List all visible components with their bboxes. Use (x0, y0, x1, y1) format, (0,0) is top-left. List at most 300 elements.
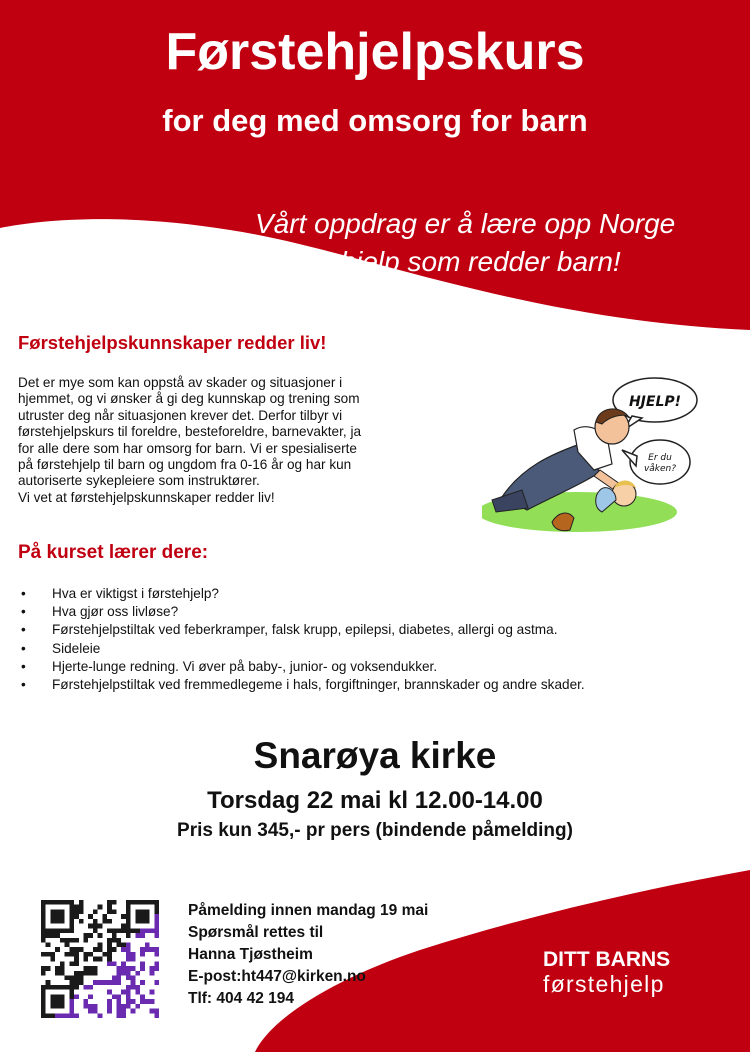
qr-module (55, 909, 60, 914)
qr-module (135, 990, 140, 995)
page-subtitle: for deg med omsorg for barn (162, 103, 588, 138)
qr-module (107, 938, 112, 943)
qr-module (98, 924, 103, 929)
qr-module (60, 909, 65, 914)
qr-module (65, 938, 70, 943)
qr-module (107, 999, 112, 1004)
qr-module (121, 947, 126, 952)
qr-module (65, 928, 70, 933)
qr-module (117, 1004, 122, 1009)
qr-module (88, 1004, 93, 1009)
qr-module (117, 994, 122, 999)
qr-module (46, 1013, 51, 1018)
qr-module (46, 942, 51, 947)
qr-module (121, 1013, 126, 1018)
qr-module (107, 952, 112, 957)
qr-module (83, 938, 88, 943)
qr-module (50, 1013, 55, 1018)
qr-module (131, 966, 136, 971)
qr-module (150, 999, 155, 1004)
questions-label: Spørsmål rettes til (188, 924, 324, 941)
qr-module (65, 985, 70, 990)
qr-module (55, 985, 60, 990)
qr-module (135, 900, 140, 905)
qr-module (88, 966, 93, 971)
qr-module (150, 971, 155, 976)
qr-module (60, 919, 65, 924)
qr-module (60, 966, 65, 971)
mission-line: Vårt oppdrag er å lære opp Norge (255, 208, 676, 239)
qr-module (74, 980, 79, 985)
qr-module (145, 919, 150, 924)
qr-module (135, 985, 140, 990)
qr-module (74, 976, 79, 981)
qr-module (107, 990, 112, 995)
qr-module (135, 933, 140, 938)
qr-module (140, 961, 145, 966)
intro-heading: Førstehjelpskunnskaper redder liv! (18, 332, 327, 353)
qr-module (88, 933, 93, 938)
qr-module (131, 928, 136, 933)
qr-module (60, 961, 65, 966)
qr-module (140, 999, 145, 1004)
qr-module (107, 942, 112, 947)
qr-module (79, 905, 84, 910)
qr-module (145, 909, 150, 914)
qr-module (112, 938, 117, 943)
qr-module (140, 980, 145, 985)
qr-module (55, 919, 60, 924)
qr-module (131, 1009, 136, 1014)
qr-module (69, 1009, 74, 1014)
qr-module (41, 919, 46, 924)
qr-module (107, 980, 112, 985)
bullet-icon: • (21, 604, 26, 620)
qr-module (69, 976, 74, 981)
qr-module (121, 1009, 126, 1014)
qr-module (74, 947, 79, 952)
qr-module (69, 938, 74, 943)
qr-module (41, 985, 46, 990)
qr-module (121, 990, 126, 995)
qr-module (41, 905, 46, 910)
qr-module (46, 900, 51, 905)
qr-module (126, 966, 131, 971)
qr-module (41, 914, 46, 919)
qr-module (150, 900, 155, 905)
qr-module (154, 919, 159, 924)
bubble-hjelp-text: HJELP! (628, 394, 682, 410)
qr-module (102, 980, 107, 985)
qr-module (107, 900, 112, 905)
qr-module (69, 909, 74, 914)
qr-module (50, 1004, 55, 1009)
qr-module (131, 976, 136, 981)
qr-module (41, 933, 46, 938)
qr-module (107, 909, 112, 914)
brand-line-1: DITT BARNS (543, 948, 671, 971)
qr-module (69, 999, 74, 1004)
qr-module (126, 924, 131, 929)
intro-line: hjemmet, og vi ønsker å gi deg kunnskap og trening som (18, 391, 360, 407)
qr-module (88, 985, 93, 990)
qr-module (93, 928, 98, 933)
qr-module (98, 933, 103, 938)
qr-module (140, 909, 145, 914)
qr-module (135, 1004, 140, 1009)
qr-module (126, 947, 131, 952)
qr-module (140, 994, 145, 999)
qr-module (126, 952, 131, 957)
qr-module (107, 961, 112, 966)
qr-module (140, 900, 145, 905)
qr-module (41, 952, 46, 957)
qr-module (135, 909, 140, 914)
qr-module (55, 1004, 60, 1009)
qr-module (50, 919, 55, 924)
qr-module (150, 966, 155, 971)
qr-module (140, 966, 145, 971)
contact-email[interactable]: E-post:ht447@kirken.no (188, 968, 366, 985)
qr-module (79, 976, 84, 981)
qr-module (154, 933, 159, 938)
qr-module (74, 957, 79, 962)
qr-module (126, 994, 131, 999)
qr-module (98, 980, 103, 985)
qr-module (65, 942, 70, 947)
bullet-icon: • (21, 622, 26, 638)
qr-module (88, 1009, 93, 1014)
intro-line: for alle dere som har omsorg for barn. Vi er spesialiserte (18, 440, 357, 456)
qr-module (145, 900, 150, 905)
qr-module (41, 938, 46, 943)
qr-module (69, 905, 74, 910)
qr-module (117, 928, 122, 933)
qr-module (131, 900, 136, 905)
qr-module (126, 957, 131, 962)
qr-module (69, 952, 74, 957)
qr-module (112, 947, 117, 952)
qr-module (126, 914, 131, 919)
qr-module (55, 994, 60, 999)
qr-module (79, 947, 84, 952)
qr-module (55, 966, 60, 971)
qr-module (121, 1004, 126, 1009)
qr-module (60, 928, 65, 933)
qr-module (88, 994, 93, 999)
qr-module (69, 928, 74, 933)
qr-module (41, 1013, 46, 1018)
qr-module (145, 914, 150, 919)
qr-module (150, 928, 155, 933)
qr-module (98, 1013, 103, 1018)
qr-module (126, 1004, 131, 1009)
qr-module (83, 952, 88, 957)
qr-module (117, 1013, 122, 1018)
qr-module (117, 999, 122, 1004)
qr-module (154, 1009, 159, 1014)
contact-info (188, 900, 428, 1010)
mission-statement (255, 205, 735, 281)
qr-module (41, 900, 46, 905)
qr-module (126, 971, 131, 976)
qr-module (74, 952, 79, 957)
qr-module (107, 947, 112, 952)
list-item-text: Førstehjelpstiltak ved feberkramper, falsk krupp, epilepsi, diabetes, allergi og astma. (52, 622, 558, 638)
qr-module (46, 966, 51, 971)
list-item-text: Hva er viktigst i førstehjelp? (52, 586, 219, 601)
qr-module (98, 942, 103, 947)
qr-module (145, 928, 150, 933)
qr-module (93, 909, 98, 914)
qr-module (55, 900, 60, 905)
qr-module (112, 933, 117, 938)
qr-module (117, 938, 122, 943)
qr-module (74, 914, 79, 919)
qr-module (74, 1013, 79, 1018)
contact-phone[interactable]: Tlf: 404 42 194 (188, 990, 294, 1007)
qr-module (41, 971, 46, 976)
qr-module (154, 980, 159, 985)
qr-module (107, 1004, 112, 1009)
qr-module (145, 942, 150, 947)
intro-line: på førstehjelp til barn og ungdom fra 0-16 år og har kun (18, 457, 352, 473)
qr-module (117, 1009, 122, 1014)
qr-module (41, 928, 46, 933)
qr-module (46, 952, 51, 957)
qr-module (88, 914, 93, 919)
qr-module (154, 928, 159, 933)
qr-module (69, 985, 74, 990)
qr-module (107, 928, 112, 933)
qr-module (69, 980, 74, 985)
qr-module (107, 905, 112, 910)
qr-module (140, 933, 145, 938)
qr-module (65, 1013, 70, 1018)
qr-module (60, 994, 65, 999)
qr-module (69, 919, 74, 924)
qr-module (131, 957, 136, 962)
qr-module (55, 928, 60, 933)
bullet-icon: • (21, 677, 26, 693)
qr-module (135, 914, 140, 919)
first-aid-illustration (482, 372, 700, 552)
qr-module (140, 919, 145, 924)
qr-module (41, 1004, 46, 1009)
qr-module (41, 1009, 46, 1014)
mission-line: i førstehjelp som redder barn! (255, 246, 621, 277)
qr-module (121, 928, 126, 933)
qr-module (131, 952, 136, 957)
qr-module (145, 947, 150, 952)
qr-module (121, 961, 126, 966)
qr-module (154, 961, 159, 966)
qr-module (41, 990, 46, 995)
qr-module (79, 919, 84, 924)
qr-module (150, 990, 155, 995)
qr-module (126, 933, 131, 938)
qr-module (93, 947, 98, 952)
brand-logo (543, 948, 693, 996)
bullet-icon: • (21, 658, 26, 674)
intro-line: førstehjelpskurs til foreldre, besteforeldre, barnevakter, ja (18, 424, 362, 440)
qr-module (50, 985, 55, 990)
qr-module (55, 1013, 60, 1018)
qr-module (112, 976, 117, 981)
event-price: Pris kun 345,- pr pers (bindende påmelding) (177, 820, 573, 841)
qr-module (69, 947, 74, 952)
qr-module (74, 961, 79, 966)
qr-module (69, 994, 74, 999)
qr-module (126, 976, 131, 981)
qr-module (131, 985, 136, 990)
qr-module (41, 909, 46, 914)
list-item (18, 603, 718, 621)
list-item-text: Sideleie (52, 640, 101, 656)
qr-module (126, 900, 131, 905)
list-item (18, 658, 718, 676)
qr-module (79, 980, 84, 985)
qr-module (126, 909, 131, 914)
qr-module (112, 961, 117, 966)
qr-module (50, 933, 55, 938)
bubble-text-line: Er du (648, 453, 672, 463)
qr-module (88, 952, 93, 957)
qr-module (98, 947, 103, 952)
intro-line: utruster deg når situasjonen krever det. Derfor tilbyr vi (18, 407, 343, 423)
qr-module (69, 914, 74, 919)
list-item-text: Førstehjelpstiltak ved fremmedlegeme i hals, forgiftninger, brannskader og andre skader. (52, 677, 585, 693)
qr-module (93, 1004, 98, 1009)
qr-module (60, 900, 65, 905)
qr-module (55, 914, 60, 919)
qr-module (69, 990, 74, 995)
brand-line-2: førstehjelp (543, 971, 665, 997)
qr-module (60, 938, 65, 943)
qr-module (150, 947, 155, 952)
qr-module (55, 999, 60, 1004)
qr-module (83, 957, 88, 962)
qr-module (55, 947, 60, 952)
qr-module (83, 971, 88, 976)
qr-module (74, 909, 79, 914)
event-venue: Snarøya kirke (253, 735, 497, 776)
qr-module (41, 999, 46, 1004)
qr-module (117, 976, 122, 981)
qr-module (140, 928, 145, 933)
qr-module (79, 900, 84, 905)
page-title: Førstehjelpskurs (165, 23, 585, 81)
qr-module (102, 952, 107, 957)
qr-module (93, 919, 98, 924)
qr-module (112, 928, 117, 933)
course-topic-list (18, 585, 718, 694)
qr-module (60, 1004, 65, 1009)
list-item (18, 585, 718, 603)
qr-module (126, 942, 131, 947)
qr-module (69, 961, 74, 966)
qr-module (55, 933, 60, 938)
qr-module (121, 971, 126, 976)
registration-deadline: Påmelding innen mandag 19 mai (188, 902, 429, 919)
qr-module (98, 905, 103, 910)
qr-module (79, 971, 84, 976)
qr-module (88, 971, 93, 976)
qr-module (74, 985, 79, 990)
qr-module (154, 947, 159, 952)
qr-module (74, 994, 79, 999)
qr-module (60, 999, 65, 1004)
qr-module (65, 952, 70, 957)
bullet-icon: • (21, 640, 26, 656)
qr-module (135, 971, 140, 976)
qr-module (46, 928, 51, 933)
qr-module (60, 971, 65, 976)
qr-module (41, 924, 46, 929)
qr-module (88, 924, 93, 929)
qr-module (50, 909, 55, 914)
qr-module (93, 980, 98, 985)
qr-module (102, 914, 107, 919)
qr-module (50, 999, 55, 1004)
qr-module (126, 928, 131, 933)
qr-module (112, 909, 117, 914)
qr-module (112, 980, 117, 985)
qr-module (126, 919, 131, 924)
qr-module (145, 999, 150, 1004)
qr-module (117, 971, 122, 976)
qr-module (117, 966, 122, 971)
qr-module (154, 924, 159, 929)
qr-module (121, 914, 126, 919)
qr-module (69, 924, 74, 929)
qr-module (74, 905, 79, 910)
qr-module (140, 952, 145, 957)
qr-module (154, 900, 159, 905)
qr-module (112, 994, 117, 999)
qr-module (135, 928, 140, 933)
list-item (18, 621, 718, 639)
qr-module (126, 905, 131, 910)
qr-module (107, 1009, 112, 1014)
qr-module (121, 924, 126, 929)
list-item (18, 640, 718, 658)
qr-module (131, 999, 136, 1004)
qr-module (126, 999, 131, 1004)
qr-module (154, 1013, 159, 1018)
qr-module (60, 1013, 65, 1018)
qr-module (50, 900, 55, 905)
qr-module (69, 900, 74, 905)
event-date-time: Torsdag 22 mai kl 12.00-14.00 (207, 787, 543, 814)
bullet-icon: • (21, 586, 26, 601)
qr-module (98, 957, 103, 962)
intro-line: Det er mye som kan oppstå av skader og situasjoner i (18, 375, 343, 390)
intro-line: Vi vet at førstehjelpskunnskaper redder liv! (18, 489, 275, 505)
qr-module (150, 1009, 155, 1014)
qr-module (93, 1009, 98, 1014)
qr-module (112, 900, 117, 905)
qr-code[interactable] (40, 900, 160, 1018)
qr-module (154, 952, 159, 957)
qr-module (41, 994, 46, 999)
qr-module (154, 909, 159, 914)
intro-paragraph (18, 375, 418, 506)
qr-module (117, 942, 122, 947)
qr-module (41, 966, 46, 971)
qr-module (69, 1004, 74, 1009)
qr-module (69, 1013, 74, 1018)
